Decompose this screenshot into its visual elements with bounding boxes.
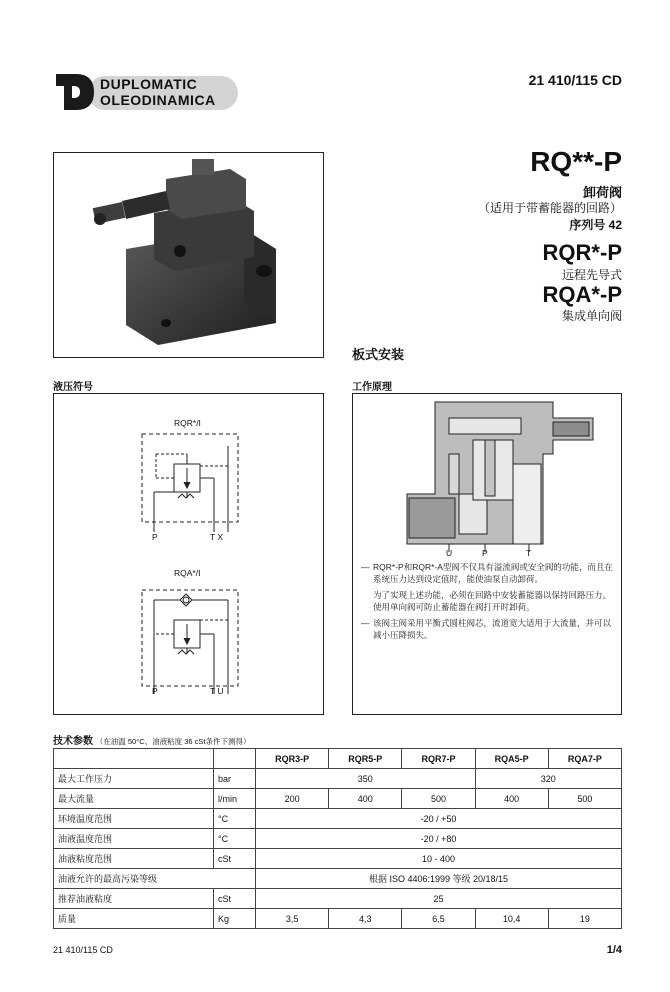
principle-frame — [352, 393, 622, 715]
table-row: 质量 Kg 3,5 4,3 6,5 10,4 19 — [54, 909, 622, 929]
specs-heading — [53, 732, 250, 747]
principle-bullet-2-text: 为了实现上述功能，必须在回路中安装蓄能器以保持回路压力。使用单向阀可防止蓄能器在阀打开时卸荷。 — [373, 590, 612, 612]
diagram2-label: RQA*/I — [174, 568, 201, 578]
table-row: 油液允许的最高污染等级 根据 ISO 4406:1999 等级 20/18/15 — [54, 869, 622, 889]
col-header: RQR7-P — [402, 749, 475, 769]
cross-section-diagram — [353, 394, 621, 554]
footer-doc-code: 21 410/115 CD — [53, 945, 113, 955]
diagram2-port-p: P — [152, 686, 158, 696]
specs-title: 技术参数 — [53, 736, 93, 747]
table-row: 最大流量 l/min 200 400 500 400 500 — [54, 789, 622, 809]
col-header: RQA5-P — [475, 749, 548, 769]
col-header: RQR3-P — [256, 749, 329, 769]
diagram2-port-tu: T U — [210, 686, 224, 696]
table-row: 油液温度范围 °C -20 / +80 — [54, 829, 622, 849]
model-rqr: RQR*-P — [542, 240, 622, 265]
main-name: 卸荷阀 — [582, 185, 622, 200]
diagram1-port-tx: T X — [210, 532, 224, 542]
port-u-label: U — [446, 548, 453, 558]
logo-line1: DUPLOMATIC — [100, 76, 198, 92]
page-number: 1/4 — [606, 944, 622, 956]
hydraulic-symbol-diagram — [54, 394, 323, 714]
diagram1-port-p: P — [152, 532, 158, 542]
series-number: 序列号 42 — [569, 218, 622, 232]
principle-bullet-2 — [361, 590, 613, 613]
logo-line2: OLEODINAMICA — [100, 92, 216, 108]
mounting-type: 板式安装 — [352, 347, 405, 362]
valve-photo — [54, 153, 323, 357]
table-row: 环境温度范围 °C -20 / +50 — [54, 809, 622, 829]
principle-section-title: 工作原理 — [352, 382, 392, 393]
model-rqa-desc: 集成单向阀 — [561, 309, 622, 323]
port-p-label: P — [482, 548, 488, 558]
diagram1-label: RQR*/I — [174, 418, 201, 428]
principle-bullet-3: — 该阀主阀采用平衡式圆柱阀芯，流道宽大适用于大流量，并可以减小压降损失。 — [361, 618, 612, 640]
model-rqa: RQA*-P — [542, 282, 622, 307]
table-row: 推荐油液粘度 cSt 25 — [54, 889, 622, 909]
symbol-section-title: 液压符号 — [53, 382, 93, 393]
table-row: 最大工作压力 bar 350 320 — [54, 769, 622, 789]
table-header-row — [54, 749, 622, 769]
col-header: RQR5-P — [329, 749, 402, 769]
product-photo-frame — [53, 152, 324, 358]
table-row: 油液粘度范围 cSt 10 - 400 — [54, 849, 622, 869]
brand-logo — [54, 70, 240, 112]
specs-table — [53, 748, 622, 929]
port-t-label: T — [526, 548, 532, 558]
col-header: RQA7-P — [548, 749, 621, 769]
main-model: RQ**-P — [530, 146, 622, 177]
principle-bullet-1-text: RQR*-P和RQR*-A型阀不仅具有溢流阀或安全阀的功能，而且在系统压力达到设定值时，能使油泵自动卸荷。 — [373, 562, 613, 584]
model-rqr-desc: 远程先导式 — [561, 268, 622, 282]
main-desc: （适用于带蓄能器的回路） — [477, 201, 622, 215]
hydraulic-symbol-frame — [53, 393, 324, 715]
specs-note: （在油温 50°C、油液粘度 36 cSt条件下测得） — [95, 737, 251, 746]
principle-bullet-1: — RQR*-P和RQR*-A型阀不仅具有溢流阀或安全阀的功能，而且在系统压力达到设定值时，能使油泵自动卸荷。 — [361, 562, 613, 584]
doc-code: 21 410/115 CD — [528, 72, 622, 88]
principle-bullet-3-text: 该阀主阀采用平衡式圆柱阀芯，流道宽大适用于大流量，并可以减小压降损失。 — [373, 618, 612, 640]
